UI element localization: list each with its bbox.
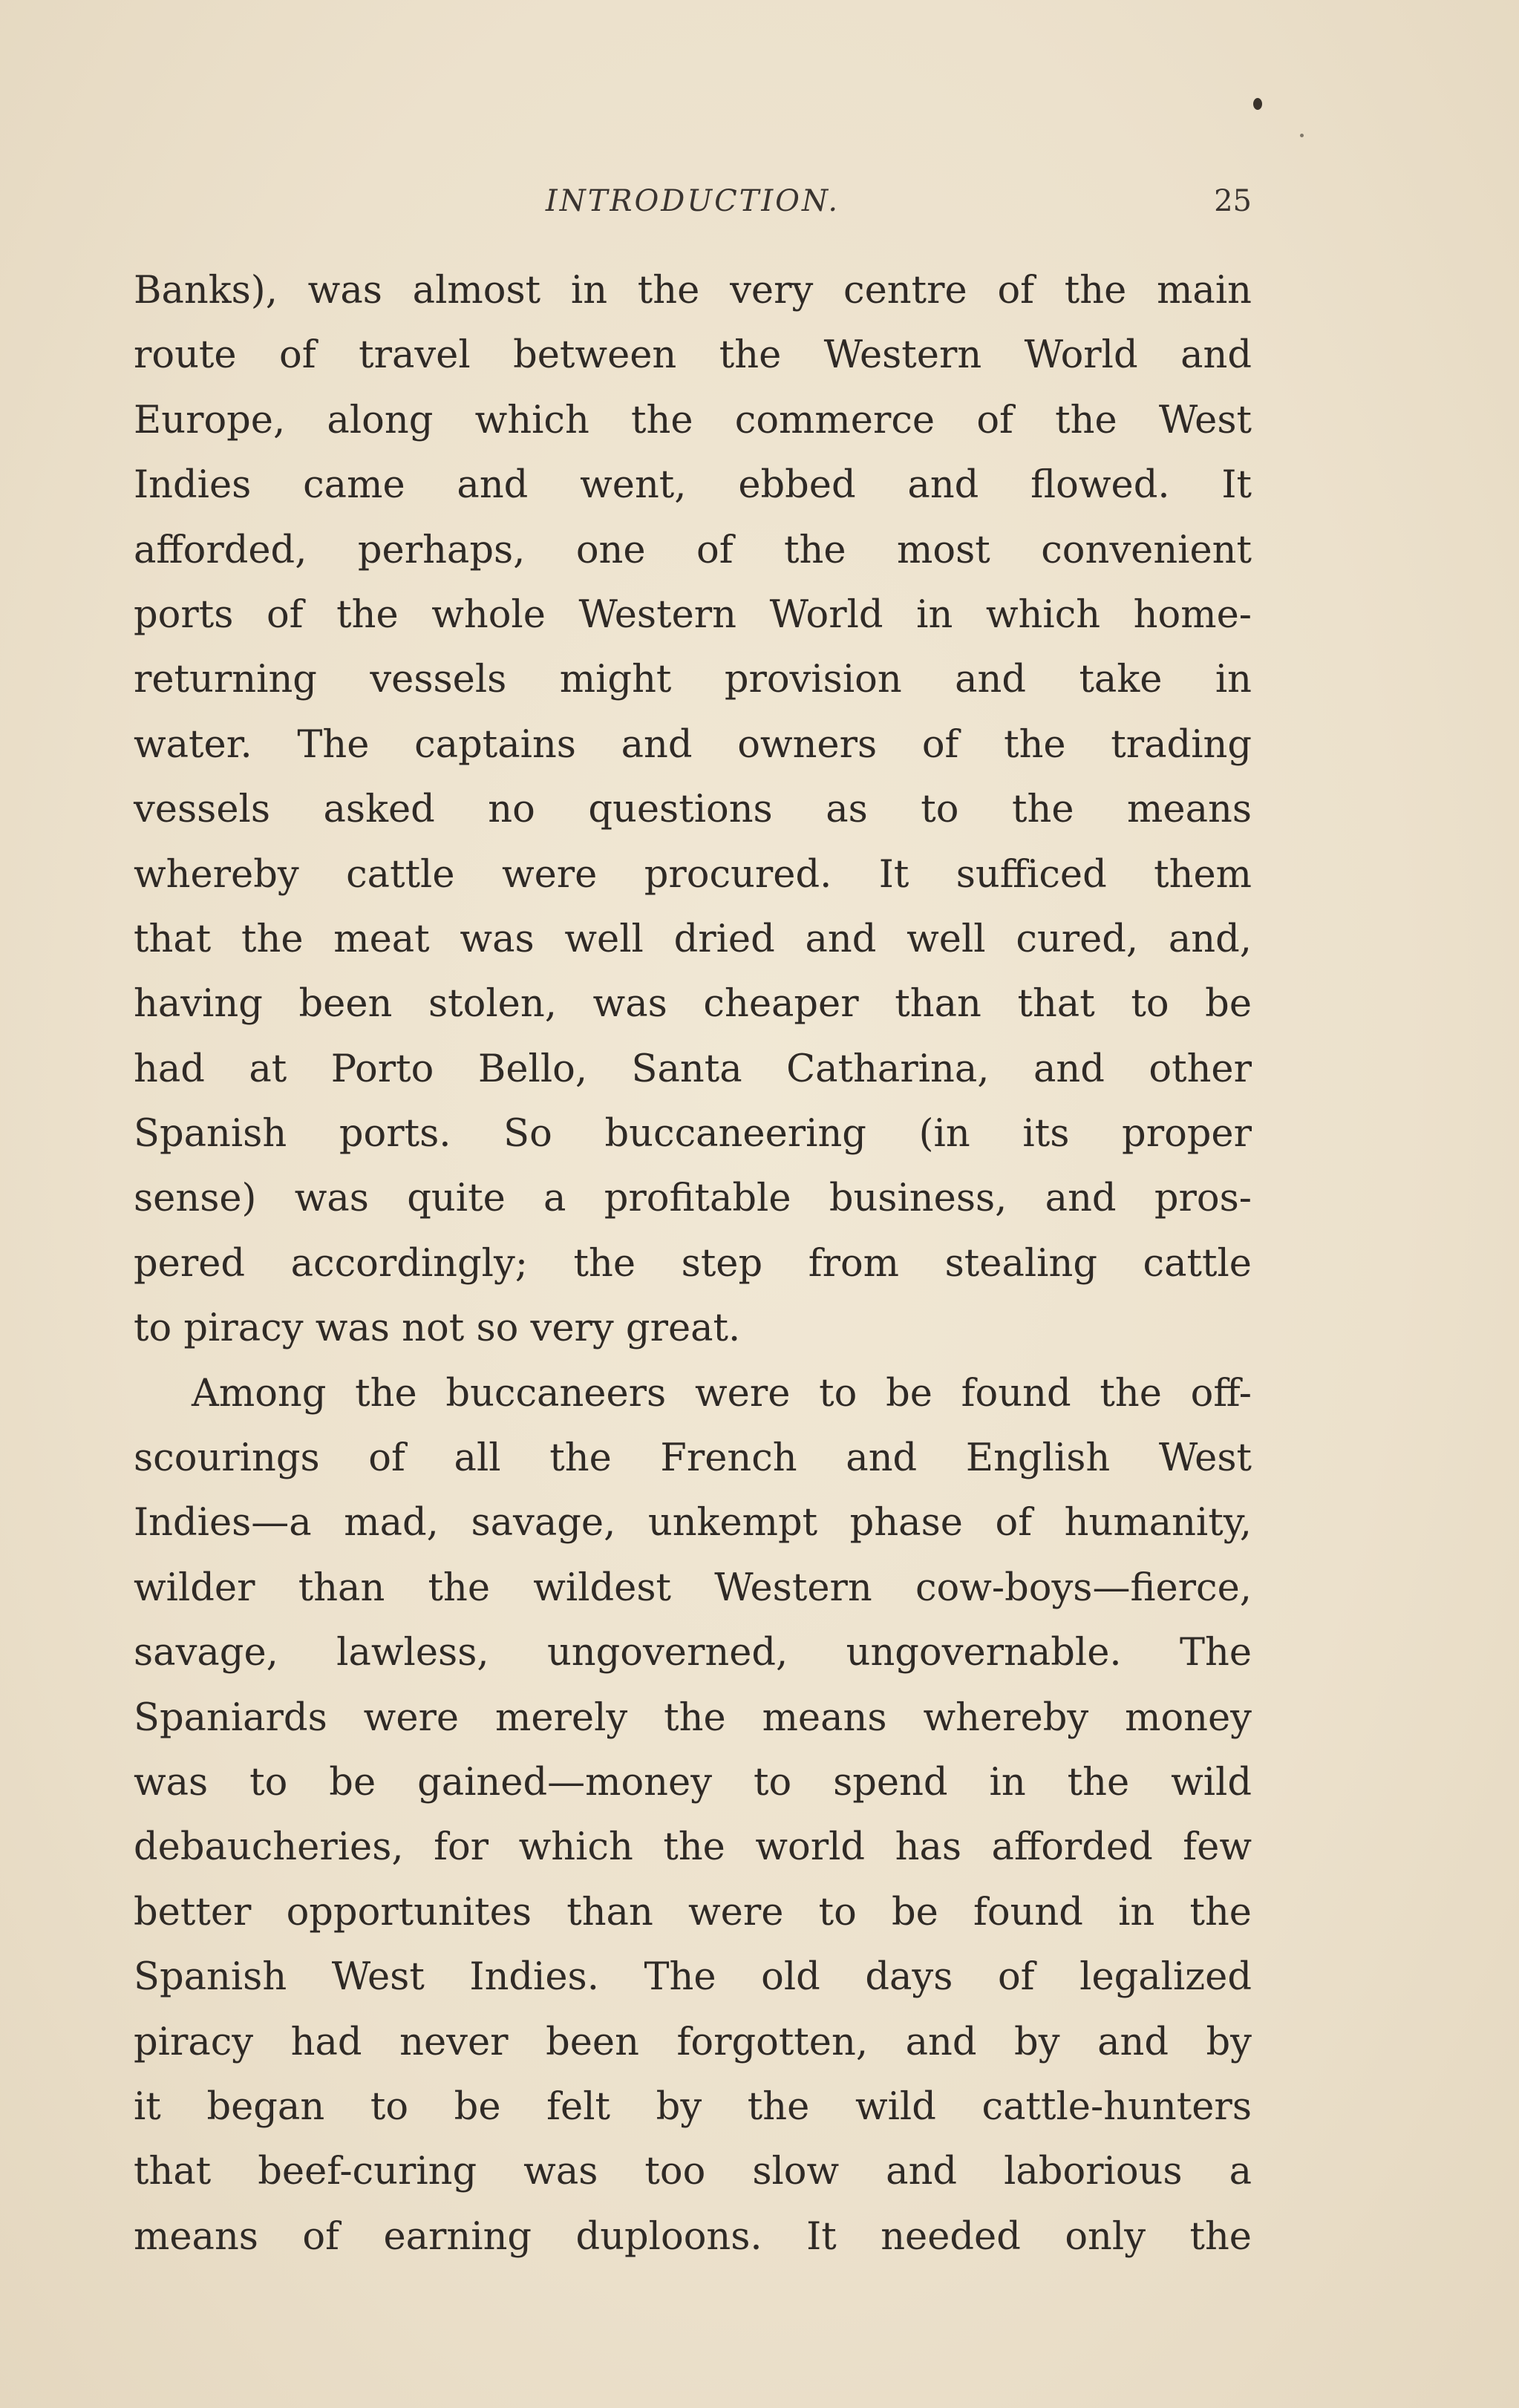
body-text <box>134 258 1252 2269</box>
text-line: scourings of all the French and English West <box>134 1436 1252 1481</box>
text-line: Spaniards were merely the means whereby money <box>134 1695 1252 1740</box>
text-line: Spanish West Indies. The old days of legalized <box>134 1955 1252 2000</box>
text-line: Banks), was almost in the very centre of the main <box>134 269 1252 313</box>
paragraph-start-line: Among the buccaneers were to be found the off- <box>192 1371 1252 1416</box>
ink-speck <box>1300 134 1304 137</box>
text-line: that beef-curing was too slow and laborious a <box>134 2150 1252 2194</box>
text-line: Indies—a mad, savage, unkempt phase of humanity, <box>134 1501 1252 1545</box>
text-line: whereby cattle were procured. It sufficed them <box>134 852 1252 897</box>
text-line: having been stolen, was cheaper than that to be <box>134 982 1252 1027</box>
text-line: piracy had never been forgotten, and by and by <box>134 2020 1252 2064</box>
text-line: savage, lawless, ungoverned, ungovernable. The <box>134 1631 1252 1675</box>
text-line: pered accordingly; the step from stealing cattle <box>134 1241 1252 1286</box>
text-line: ports of the whole Western World in which home- <box>134 592 1252 637</box>
text-line: sense) was quite a profitable business, and pros- <box>134 1177 1252 1221</box>
text-line: returning vessels might provision and take in <box>134 658 1252 702</box>
text-line: Spanish ports. So buccaneering (in its proper <box>134 1112 1252 1156</box>
text-line: vessels asked no questions as to the means <box>134 788 1252 832</box>
text-line: debaucheries, for which the world has afforded few <box>134 1825 1252 1870</box>
text-line: that the meat was well dried and well cured, and, <box>134 917 1252 961</box>
text-line: had at Porto Bello, Santa Catharina, and other <box>134 1047 1252 1091</box>
running-head: INTRODUCTION. <box>545 184 840 218</box>
text-line: better opportunites than were to be found in the <box>134 1890 1252 1934</box>
text-line: means of earning duploons. It needed only the <box>134 2214 1252 2259</box>
text-line: route of travel between the Western World and <box>134 333 1252 378</box>
text-line: Europe, along which the commerce of the West <box>134 398 1252 442</box>
page-number: 25 <box>1214 184 1252 218</box>
ink-speck <box>1253 98 1262 110</box>
text-line: water. The captains and owners of the trading <box>134 722 1252 767</box>
paragraph-end-line: to piracy was not so very great. <box>134 1306 741 1351</box>
text-line: Indies came and went, ebbed and flowed. It <box>134 463 1252 508</box>
text-line: wilder than the wildest Western cow-boys—fierce, <box>134 1565 1252 1610</box>
page-header <box>134 184 1252 232</box>
text-line: it began to be felt by the wild cattle-hunters <box>134 2084 1252 2129</box>
text-line: afforded, perhaps, one of the most convenient <box>134 528 1252 572</box>
text-line: was to be gained—money to spend in the wild <box>134 1760 1252 1805</box>
